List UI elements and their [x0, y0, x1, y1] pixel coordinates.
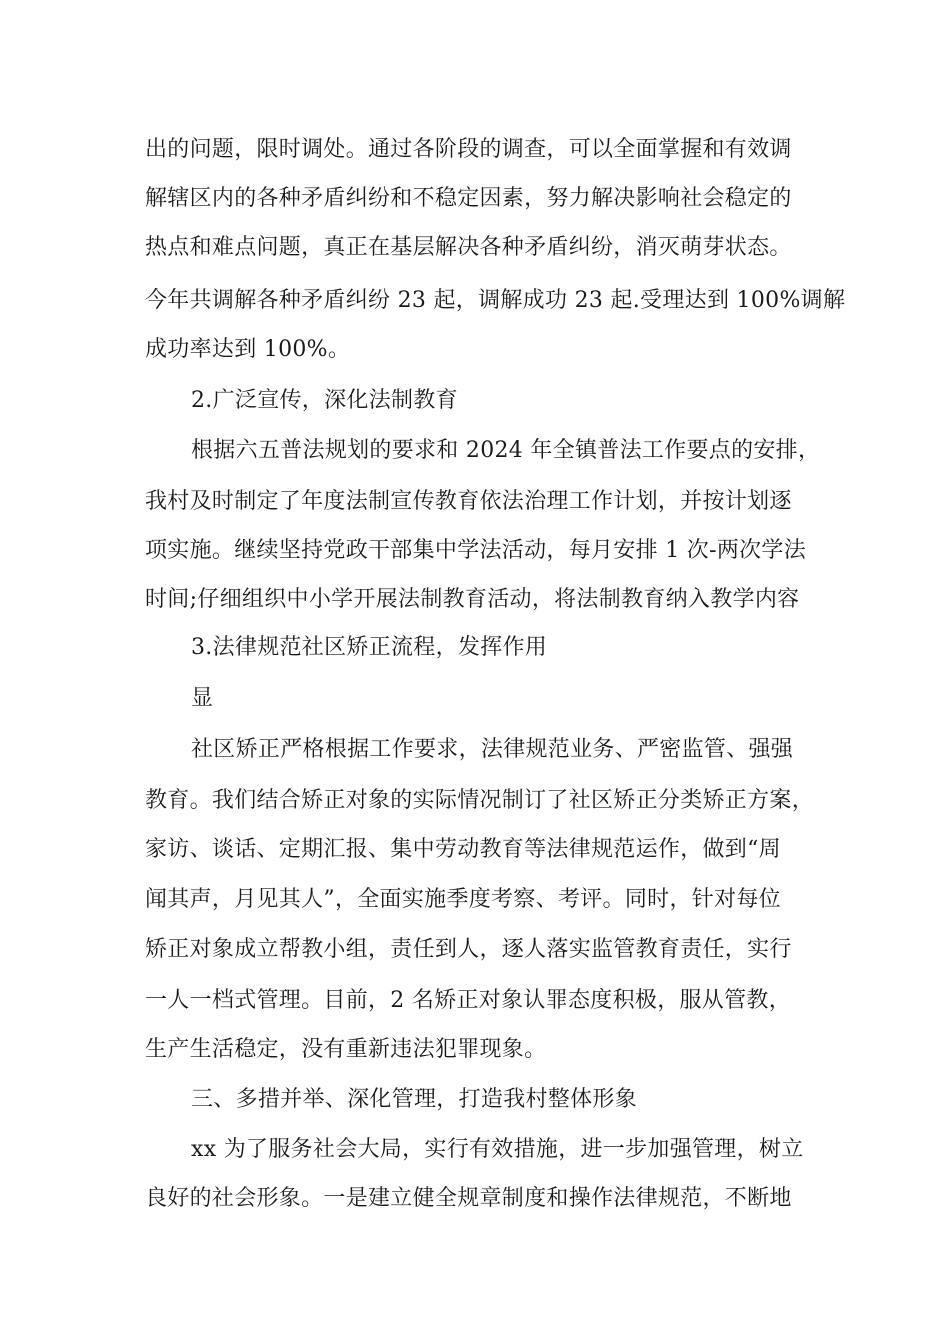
text-line: 出的问题，限时调处。通过各阶段的调查，可以全面掌握和有效调: [145, 137, 792, 162]
text-line: 项实施。继续坚持党政干部集中学法活动，每月安排 1 次-两次学法: [145, 538, 807, 563]
text-line: 家访、谈话、定期汇报、集中劳动教育等法律规范运作，做到“周: [145, 837, 781, 862]
text-line: 教育。我们结合矫正对象的实际情况制订了社区矫正分类矫正方案，: [145, 788, 815, 813]
text-line: 社区矫正严格根据工作要求，法律规范业务、严密监管、强强: [191, 737, 794, 762]
text-line: 热点和难点问题，真正在基层解决各种矛盾纠纷，消灭萌芽状态。: [145, 235, 792, 260]
text-line: 显: [191, 686, 214, 711]
text-line: 闻其声，月见其人”，全面实施季度考察、考评。同时，针对每位: [145, 887, 781, 912]
text-line: 时间;仔细组织中小学开展法制教育活动，将法制教育纳入教学内容: [145, 587, 800, 612]
text-line: 根据六五普法规划的要求和 2024 年全镇普法工作要点的安排，: [191, 438, 821, 463]
section-heading: 三、多措并举、深化管理，打造我村整体形象: [191, 1087, 638, 1112]
text-line: 生产生活稳定，没有重新违法犯罪现象。: [145, 1037, 547, 1062]
text-line: xx 为了服务社会大局，实行有效措施，进一步加强管理，树立: [191, 1137, 804, 1162]
text-line: 矫正对象成立帮教小组，责任到人，逐人落实监管教育责任，实行: [145, 937, 792, 962]
text-line: 我村及时制定了年度法制宣传教育依法治理工作计划，并按计划逐: [145, 489, 792, 514]
text-line: 成功率达到 100%。: [145, 337, 351, 362]
section-heading: 2.广泛宣传，深化法制教育: [191, 388, 458, 413]
text-line: 良好的社会形象。一是建立健全规章制度和操作法律规范，不断地: [145, 1186, 792, 1211]
text-line: 今年共调解各种矛盾纠纷 23 起，调解成功 23 起.受理达到 100%调解: [145, 288, 846, 313]
text-line: 解辖区内的各种矛盾纠纷和不稳定因素，努力解决影响社会稳定的: [145, 186, 792, 211]
text-line: 一人一档式管理。目前，2 名矫正对象认罪态度积极，服从管教，: [145, 988, 791, 1013]
section-heading: 3.法律规范社区矫正流程，发挥作用: [191, 635, 548, 660]
